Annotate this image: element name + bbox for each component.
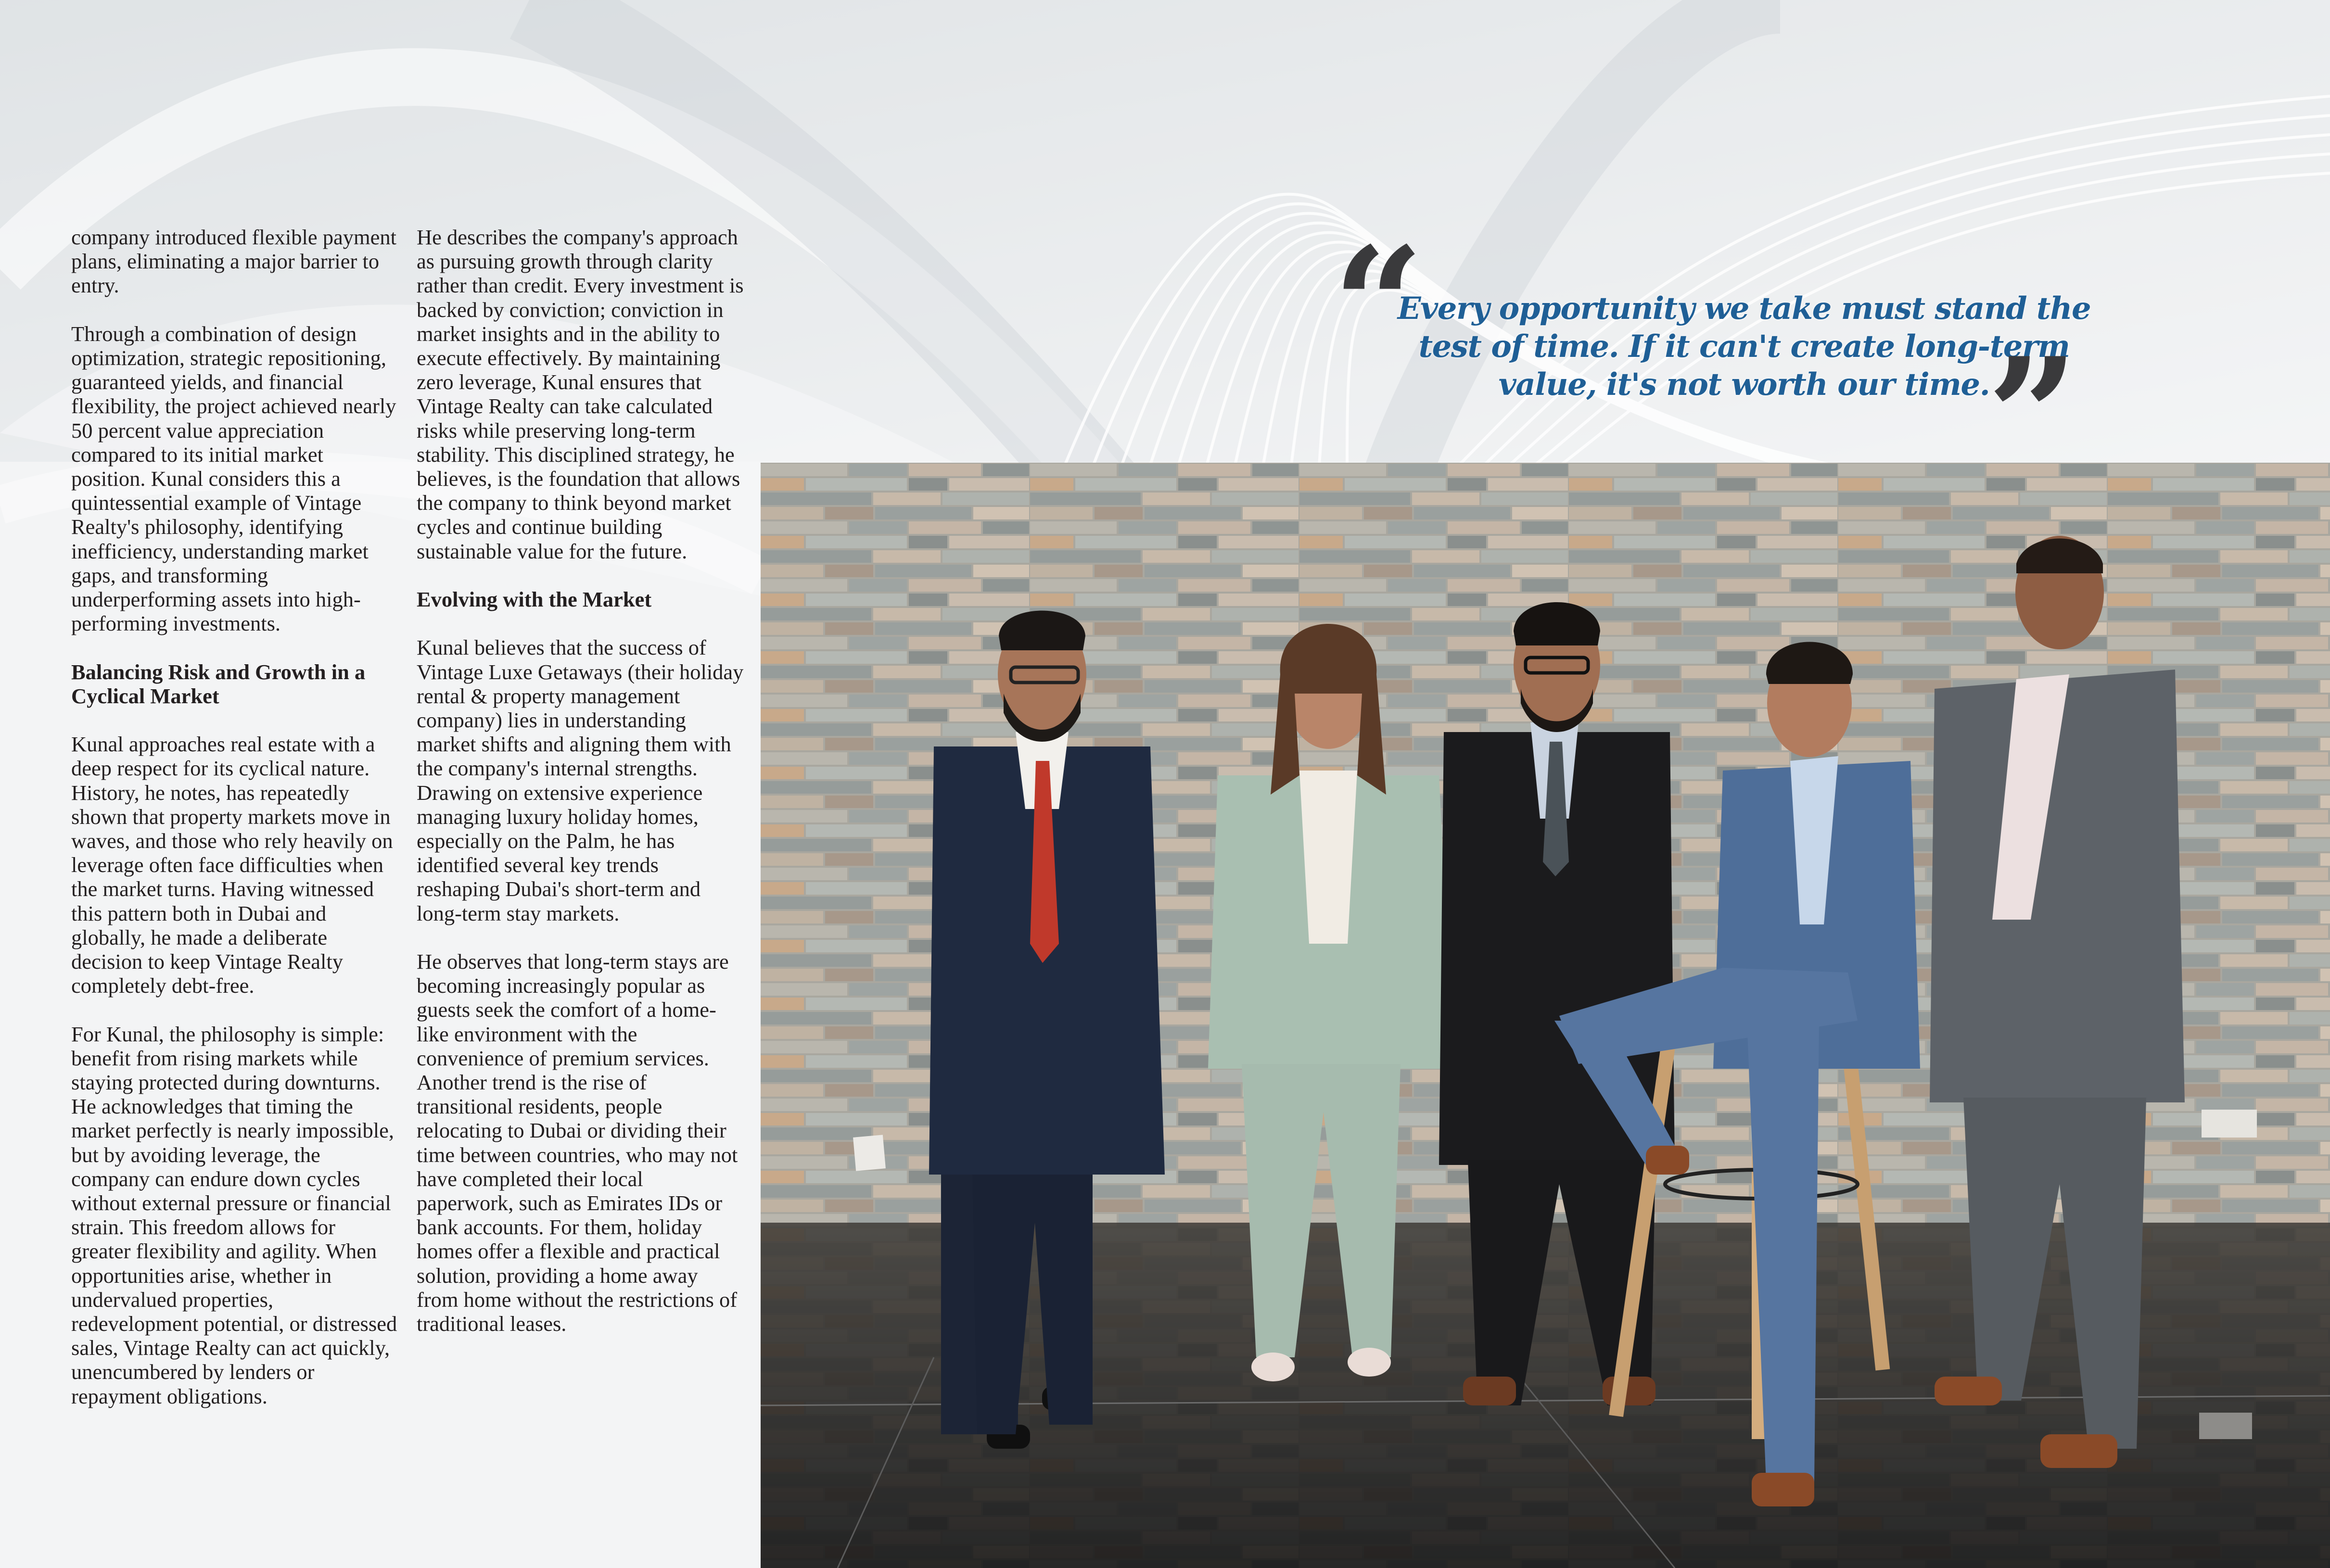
section-heading: Evolving with the Market — [417, 587, 652, 612]
pull-quote — [1333, 212, 2112, 509]
close-quote-icon: ” — [1987, 323, 2078, 509]
body-paragraph: For Kunal, the philosophy is simple: benefit from rising markets while staying protected during downturns. He acknowledges that timing the market perfectly is nearly impossible, but by avoiding leverage, the company can endure down cycles without external pressure or financial strain. This freedom allows for greater flexibility and agility. When opportunities arise, whether in undervalued properties, redevelopment potential, or distressed sales, Vintage Realty can act quickly, unencumbered by lenders or repayment obligations. — [71, 1022, 397, 1408]
team-photo — [761, 463, 2330, 1568]
body-paragraph: He describes the company's approach as pursuing growth through clarity rather than credit. Every investment is backed by conviction; conviction in market insights and in the ability to execute effectively. By maintaining zero leverage, Kunal ensures that Vintage Realty can take calculated risks while preserving long-term stability. This disciplined strategy, he believes, is the foundation that allows the company to think beyond market cycles and continue building sustainable value for the future. — [417, 225, 744, 563]
body-paragraph: Through a combination of design optimization, strategic repositioning, guaranteed yields, and financial flexibility, the project achieved nearly 50 percent value appreciation compared to its initial market position. Kunal considers this a quintessential example of Vintage Realty's philosophy, identifying inefficiency, understanding market gaps, and transforming underperforming assets into high-performing investments. — [71, 321, 396, 636]
body-paragraph: Kunal approaches real estate with a deep respect for its cyclical nature. History, he notes, has repeatedly shown that property markets move in waves, and those who rely heavily on leverage often face difficulties when the market turns. Having witnessed this pattern both in Dubai and globally, he made a deliberate decision to keep Vintage Realty completely debt-free. — [71, 732, 393, 998]
article-column-2 — [417, 225, 744, 1360]
body-paragraph: He observes that long-term stays are becoming increasingly popular as guests seek the comfort of a home-like environment with the convenience of premium services. Another trend is the rise of transitional residents, people relocating to Dubai or dividing their time between countries, who may not have completed their local paperwork, such as Emirates IDs or bank accounts. For them, holiday homes offer a flexible and practical solution, providing a home away from home without the restrictions of traditional leases. — [417, 949, 738, 1336]
body-paragraph: Kunal believes that the success of Vintage Luxe Getaways (their holiday rental & property management company) lies in understanding market shifts and aligning them with the company's internal strengths. Drawing on extensive experience managing luxury holiday homes, especially on the Palm, he has identified several key trends reshaping Dubai's short-term and long-term stay markets. — [417, 635, 744, 925]
pull-quote-text: Every opportunity we take must stand the test of time. If it can't create long-term value, it's not worth our time. — [1397, 291, 2091, 403]
open-quote-icon: “ — [1333, 212, 1424, 399]
article-column-1 — [71, 225, 398, 1432]
section-heading: Balancing Risk and Growth in a Cyclical Market — [71, 659, 366, 708]
body-paragraph: company introduced flexible payment plans, eliminating a major barrier to entry. — [71, 225, 396, 298]
